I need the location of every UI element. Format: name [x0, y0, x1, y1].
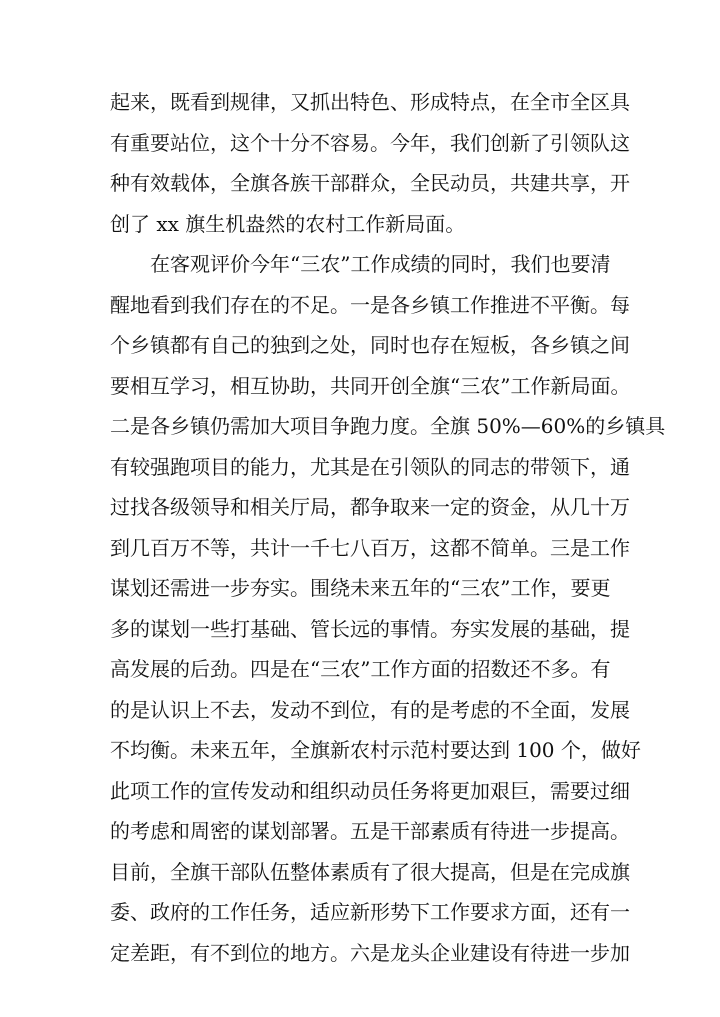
- text-line: 目前，全旗干部队伍整体素质有了很大提高，但是在完成旗: [110, 859, 630, 884]
- text-line: 到几百万不等，共计一千七八百万，这都不简单。三是工作: [110, 535, 630, 560]
- text-line: 的考虑和周密的谋划部署。五是干部素质有待进一步提高。: [110, 819, 630, 843]
- text-line: 种有效载体，全旗各族干部群众，全民动员，共建共享，开: [110, 171, 630, 195]
- text-line: 要相互学习，相互协助，共同开创全旗“三农”工作新局面。: [110, 373, 631, 398]
- paragraph-start-line: 在客观评价今年“三农”工作成绩的同时，我们也要清: [150, 252, 611, 276]
- text-line: 定差距，有不到位的地方。六是龙头企业建设有待进一步加: [110, 940, 630, 965]
- text-line: 创了 xx 旗生机盎然的农村工作新局面。: [110, 211, 466, 236]
- text-line: 有重要站位，这个十分不容易。今年，我们创新了引领队这: [110, 130, 630, 155]
- text-line: 醒地看到我们存在的不足。一是各乡镇工作推进不平衡。每: [110, 292, 630, 317]
- text-line: 谋划还需进一步夯实。围绕未来五年的“三农”工作，要更: [110, 576, 611, 600]
- text-line: 的是认识上不去，发动不到位，有的是考虑的不全面，发展: [110, 697, 630, 722]
- text-line: 多的谋划一些打基础、管长远的事情。夯实发展的基础，提: [110, 616, 630, 641]
- body-text: [110, 82, 666, 973]
- text-line: 此项工作的宣传发动和组织动员任务将更加艰巨，需要过细: [110, 778, 630, 803]
- text-line: 高发展的后劲。四是在“三农”工作方面的招数还不多。有: [110, 657, 611, 681]
- text-line: 过找各级领导和相关厅局，都争取来一定的资金，从几十万: [110, 495, 630, 519]
- text-line: 起来，既看到规律，又抓出特色、形成特点，在全市全区具: [110, 90, 630, 114]
- text-line: 不均衡。未来五年，全旗新农村示范村要达到 100 个，做好: [110, 738, 641, 762]
- text-line: 个乡镇都有自己的独到之处，同时也存在短板，各乡镇之间: [110, 333, 630, 357]
- text-line: 二是各乡镇仍需加大项目争跑力度。全旗 50%—60%的乡镇具: [110, 414, 666, 438]
- text-line: 委、政府的工作任务，适应新形势下工作要求方面，还有一: [110, 900, 630, 924]
- text-line: 有较强跑项目的能力，尤其是在引领队的同志的带领下，通: [110, 454, 630, 479]
